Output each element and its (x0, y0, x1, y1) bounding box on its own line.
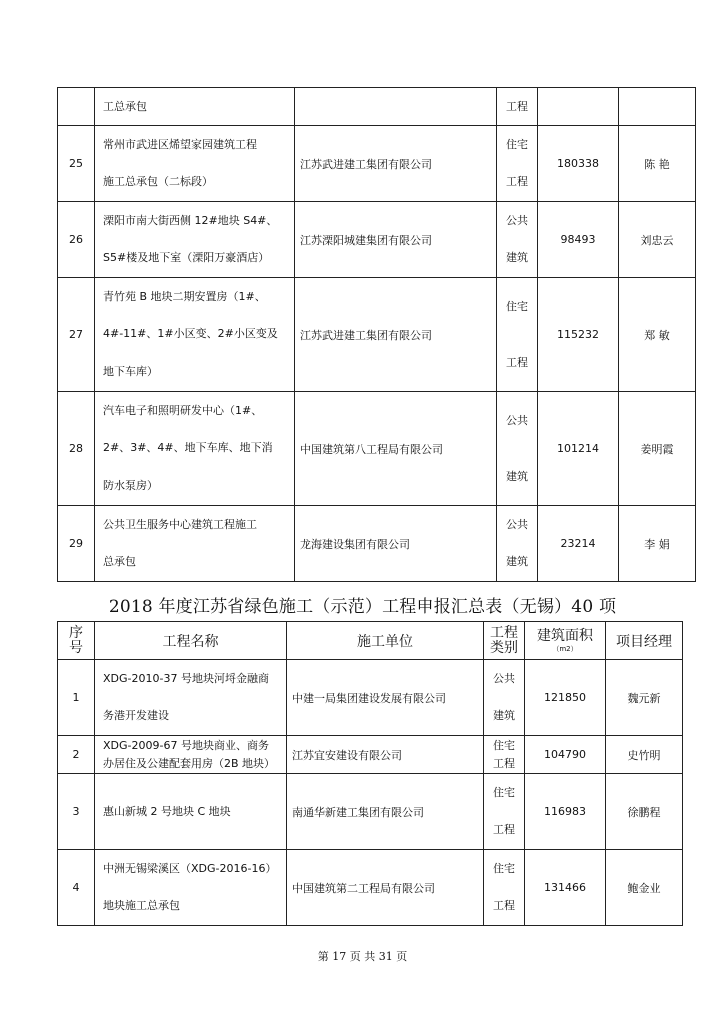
cell-line: 惠山新城 2 号地块 C 地块 (103, 804, 231, 818)
section-title: 2018 年度江苏省绿色施工（示范）工程申报汇总表（无锡）40 项 (108, 597, 617, 617)
header-area: 建筑面积 （m2） (525, 622, 606, 660)
project-manager: 魏元新 (606, 660, 683, 736)
project-manager: 鲍金业 (606, 850, 683, 926)
header-no: 序 号 (58, 622, 95, 660)
building-area: 101214 (538, 392, 619, 506)
cell-line: 建筑 (506, 469, 528, 483)
cell-line: 地下车库） (103, 364, 158, 378)
project-manager (619, 88, 696, 126)
cell-line: 常州市武进区烯望家园建筑工程 (103, 138, 257, 151)
cell-line: 工程 (493, 756, 515, 770)
project-name (95, 392, 295, 506)
table-row (58, 126, 696, 202)
building-area: 121850 (525, 660, 606, 736)
header-type: 工程 类别 (484, 622, 525, 660)
row-number: 27 (58, 278, 95, 392)
building-area: 180338 (538, 126, 619, 202)
header-unit: 施工单位 (287, 622, 484, 660)
cell-line: 办居住及公建配套用房（2B 地块） (103, 756, 276, 770)
cell-line: 住宅 (506, 299, 528, 313)
project-type (497, 88, 538, 126)
cell-line: 地块施工总承包 (103, 899, 180, 912)
header-manager: 项目经理 (606, 622, 683, 660)
cell-line: XDG-2009-67 号地块商业、商务 (103, 738, 269, 752)
cell-line: 住宅 (506, 138, 528, 151)
table-row (58, 736, 683, 774)
row-number (58, 88, 95, 126)
cell-line: 公共 (506, 214, 528, 227)
cell-line: 汽车电子和照明研发中心（1#、 (103, 404, 263, 418)
cell-line: 青竹苑 B 地块二期安置房（1#、 (103, 290, 266, 304)
cell-line: 建筑 (493, 709, 515, 722)
building-area: 23214 (538, 506, 619, 582)
cell-line: 工程 (493, 899, 515, 912)
project-type (484, 850, 525, 926)
construction-unit: 江苏武进建工集团有限公司 (295, 278, 497, 392)
building-area: 115232 (538, 278, 619, 392)
project-manager: 史竹明 (606, 736, 683, 774)
project-type (497, 126, 538, 202)
header-name: 工程名称 (95, 622, 287, 660)
project-name (95, 88, 295, 126)
cell-line: 溧阳市南大街西侧 12#地块 S4#、 (103, 214, 278, 227)
construction-unit: 江苏宜安建设有限公司 (287, 736, 484, 774)
table-row (58, 506, 696, 582)
table-row (58, 392, 696, 506)
row-number: 2 (58, 736, 95, 774)
cell-line: 公共 (506, 518, 528, 531)
row-number: 25 (58, 126, 95, 202)
cell-line: 总承包 (103, 555, 136, 568)
building-area: 104790 (525, 736, 606, 774)
cell-line: 工程 (506, 99, 528, 113)
project-manager: 郑 敏 (619, 278, 696, 392)
cell-line: 施工总承包（二标段） (103, 175, 213, 188)
construction-unit: 中建一局集团建设发展有限公司 (287, 660, 484, 736)
project-name (95, 278, 295, 392)
table-row (58, 202, 696, 278)
project-manager: 刘忠云 (619, 202, 696, 278)
building-area: 98493 (538, 202, 619, 278)
cell-line: 公共卫生服务中心建筑工程施工 (103, 518, 257, 531)
building-area: 116983 (525, 774, 606, 850)
row-number: 4 (58, 850, 95, 926)
project-type (484, 736, 525, 774)
table-row (58, 850, 683, 926)
table-row (58, 278, 696, 392)
page-footer: 第 17 页 共 31 页 (317, 950, 408, 963)
project-name (95, 736, 287, 774)
project-type (497, 506, 538, 582)
cell-line: 4#-11#、1#小区变、2#小区变及 (103, 327, 278, 341)
project-manager: 姜明霞 (619, 392, 696, 506)
project-name (95, 850, 287, 926)
project-type (484, 774, 525, 850)
project-manager: 徐鹏程 (606, 774, 683, 850)
row-number: 26 (58, 202, 95, 278)
building-area: 131466 (525, 850, 606, 926)
wuxi-project-table (57, 621, 683, 926)
cell-line: 2#、3#、4#、地下车库、地下消 (103, 441, 273, 455)
cell-line: 公共 (493, 672, 515, 685)
cell-line: 中洲无锡梁溪区（XDG-2016-16） (103, 862, 277, 875)
cell-line: 工程 (506, 355, 528, 369)
cell-line: 防水泵房） (103, 478, 158, 492)
cell-line: 住宅 (493, 862, 515, 875)
construction-unit: 南通华新建工集团有限公司 (287, 774, 484, 850)
table-header-row (58, 622, 683, 660)
project-type (497, 392, 538, 506)
cell-line: 建筑 (506, 555, 528, 568)
cell-line: S5#楼及地下室（溧阳万豪酒店） (103, 251, 270, 264)
cell-line: 工程 (506, 175, 528, 188)
project-type (497, 278, 538, 392)
project-name (95, 660, 287, 736)
project-type (497, 202, 538, 278)
row-number: 3 (58, 774, 95, 850)
cell-line: 住宅 (493, 786, 515, 799)
construction-unit: 龙海建设集团有限公司 (295, 506, 497, 582)
construction-unit (295, 88, 497, 126)
building-area (538, 88, 619, 126)
construction-unit: 江苏溧阳城建集团有限公司 (295, 202, 497, 278)
construction-unit: 中国建筑第二工程局有限公司 (287, 850, 484, 926)
table-row (58, 774, 683, 850)
cell-line: 住宅 (493, 738, 515, 752)
cell-line: 工总承包 (103, 99, 147, 113)
project-manager: 陈 艳 (619, 126, 696, 202)
construction-unit: 中国建筑第八工程局有限公司 (295, 392, 497, 506)
row-number: 28 (58, 392, 95, 506)
table-row (58, 660, 683, 736)
project-name (95, 126, 295, 202)
project-table-continued (57, 87, 696, 582)
row-number: 29 (58, 506, 95, 582)
project-name (95, 202, 295, 278)
cell-line: 务港开发建设 (103, 709, 169, 722)
row-number: 1 (58, 660, 95, 736)
construction-unit: 江苏武进建工集团有限公司 (295, 126, 497, 202)
cell-line: 建筑 (506, 251, 528, 264)
cell-line: 工程 (493, 823, 515, 836)
project-name (95, 774, 287, 850)
cell-line: XDG-2010-37 号地块河埒金融商 (103, 672, 269, 685)
project-type (484, 660, 525, 736)
cell-line: 公共 (506, 413, 528, 427)
project-manager: 李 娟 (619, 506, 696, 582)
table-row (58, 88, 696, 126)
project-name (95, 506, 295, 582)
